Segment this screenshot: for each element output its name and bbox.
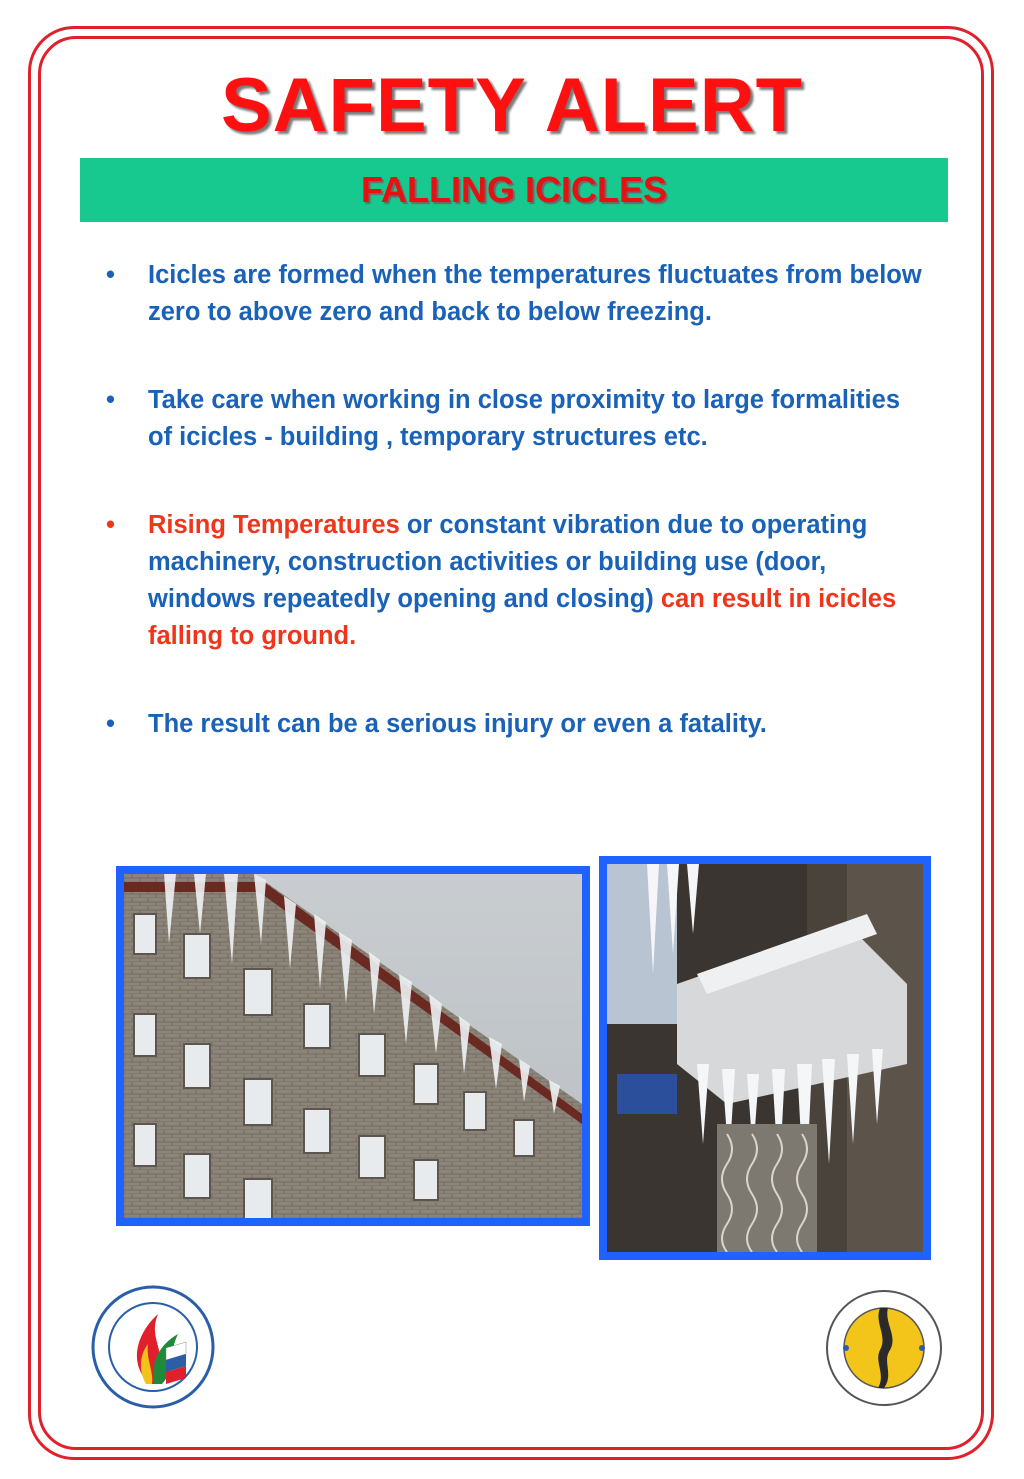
subtitle-banner [80, 158, 948, 222]
bullet-marker: • [106, 710, 115, 738]
bullet-marker: • [106, 511, 115, 539]
sakhalin-ii-phase-2-logo [88, 1284, 218, 1410]
bullet-item-take-care [106, 382, 926, 456]
bullet-marker: • [106, 386, 115, 414]
building-illustration [124, 874, 582, 1218]
bullet-item-formation [106, 257, 926, 331]
bullet-item-rising-temperatures [106, 507, 926, 655]
bullet-text: Icicles are formed when the temperatures fluctuates from below zero to above zero and back to below freezing. [148, 261, 922, 326]
bullet-highlight-rising-temperatures: Rising Temperatures [148, 511, 400, 539]
photo-building-icicles [116, 866, 590, 1226]
bullet-marker: • [106, 261, 115, 289]
sakhalin-energy-island-icon [824, 1288, 944, 1408]
photo-balcony-icicles [599, 856, 931, 1260]
bullet-text: The result can be a serious injury or even a fatality. [148, 710, 767, 738]
bullet-text: Take care when working in close proximity to large formalities of icicles - building , temporary structures etc. [148, 386, 901, 451]
bullet-text: or constant vibration due to operating machinery, construction activities or building use (door, windows repeatedly opening and closing) [148, 511, 868, 613]
sakhalin-flame-icon [88, 1284, 218, 1410]
bullet-list [106, 257, 926, 794]
subtitle-text: FALLING ICICLES [361, 169, 667, 210]
bullet-highlight-falling-result: can result in icicles falling to ground. [148, 585, 897, 650]
balcony-illustration [607, 864, 923, 1252]
page-title: SAFETY ALERT [220, 63, 804, 148]
bullet-item-result [106, 706, 926, 743]
sakhalin-energy-logo [824, 1288, 944, 1408]
